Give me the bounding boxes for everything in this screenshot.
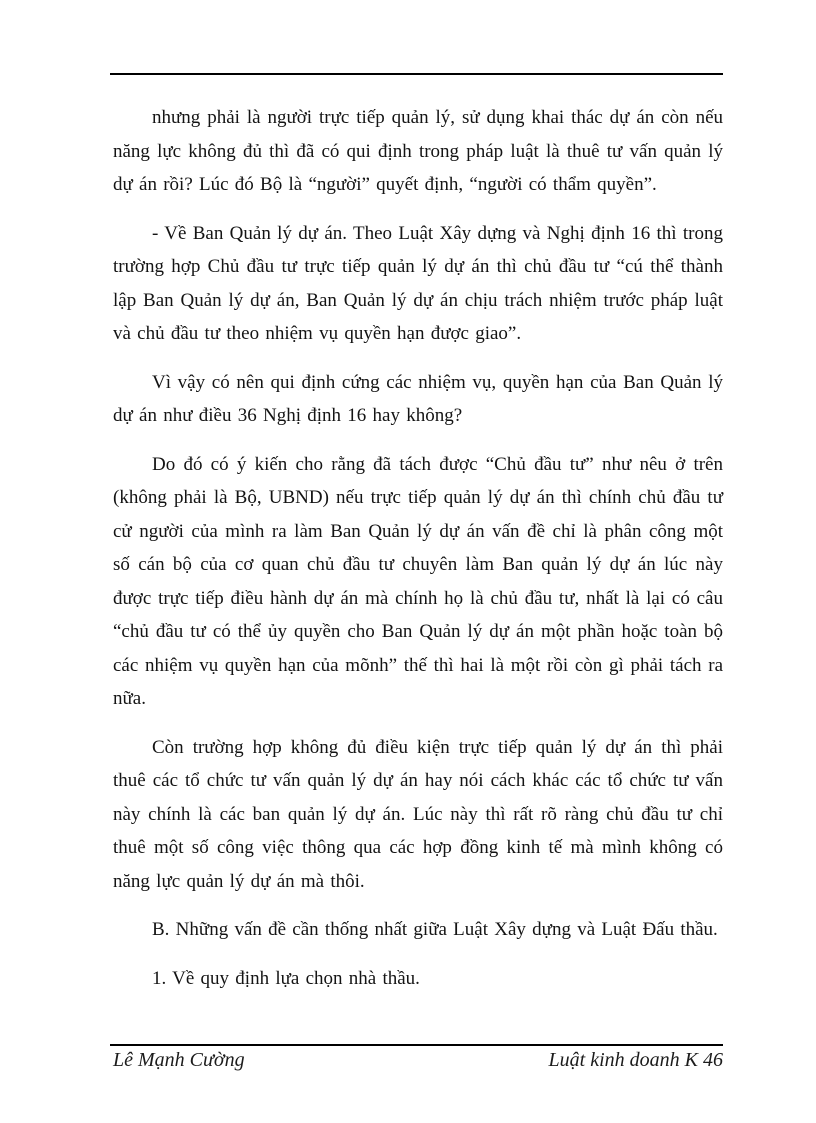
paragraph: nhưng phải là người trực tiếp quản lý, sử dụng khai thác dự án còn nếu năng lực không đủ thì đã có qui định trong pháp luật là thuê tư vấn quản lý dự án rồi? Lúc đó Bộ là “người” quyết định, “người có thẩm quyền”. <box>113 107 723 195</box>
paragraph: Vì vậy có nên qui định cứng các nhiệm vụ, quyền hạn của Ban Quản lý dự án như điều 36 Nghị định 16 hay không? <box>113 371 723 426</box>
footer-author: Lê Mạnh Cường <box>113 1049 245 1071</box>
document-body <box>113 101 723 1010</box>
page-footer <box>113 1049 723 1072</box>
section-heading: B. Những vấn đề cần thống nhất giữa Luật Xây dựng và Luật Đấu thầu. <box>152 919 718 940</box>
paragraph: - Về Ban Quản lý dự án. Theo Luật Xây dựng và Nghị định 16 thì trong trường hợp Chủ đầu tư trực tiếp quản lý dự án thì chủ đầu tư “cú thể thành lập Ban Quản lý dự án, Ban Quản lý dự án chịu trách nhiệm trước pháp luật và chủ đầu tư theo nhiệm vụ quyền hạn được giao”. <box>113 222 723 344</box>
footer-rule <box>110 1044 723 1046</box>
subsection-heading: 1. Về quy định lựa chọn nhà thầu. <box>152 967 420 989</box>
paragraph: Do đó có ý kiến cho rằng đã tách được “Chủ đầu tư” như nêu ở trên (không phải là Bộ, UBND) nếu trực tiếp quản lý dự án thì chính chủ đầu tư cử người của mình ra làm Ban Quản lý dự án vấn đề chỉ là phân công một số cán bộ của cơ quan chủ đầu tư chuyên làm Ban quản lý dự án lúc này được trực tiếp điều hành dự án mà chính họ là chủ đầu tư, nhất là lại có câu “chủ đầu tư có thể ủy quyền cho Ban Quản lý dự án một phần hoặc toàn bộ các nhiệm vụ quyền hạn của mõnh” thế thì hai là một rồi còn gì phải tách ra nữa. <box>113 453 723 709</box>
header-rule <box>110 73 723 75</box>
paragraph: Còn trường hợp không đủ điều kiện trực tiếp quản lý dự án thì phải thuê các tổ chức tư vấn quản lý dự án hay nói cách khác các tổ chức tư vấn này chính là các ban quản lý dự án. Lúc này thì rất rõ ràng chủ đầu tư chỉ thuê một số công việc thông qua các hợp đồng kinh tế mà mình không có năng lực quản lý dự án mà thôi. <box>113 736 723 892</box>
footer-course: Luật kinh doanh K 46 <box>548 1049 723 1071</box>
